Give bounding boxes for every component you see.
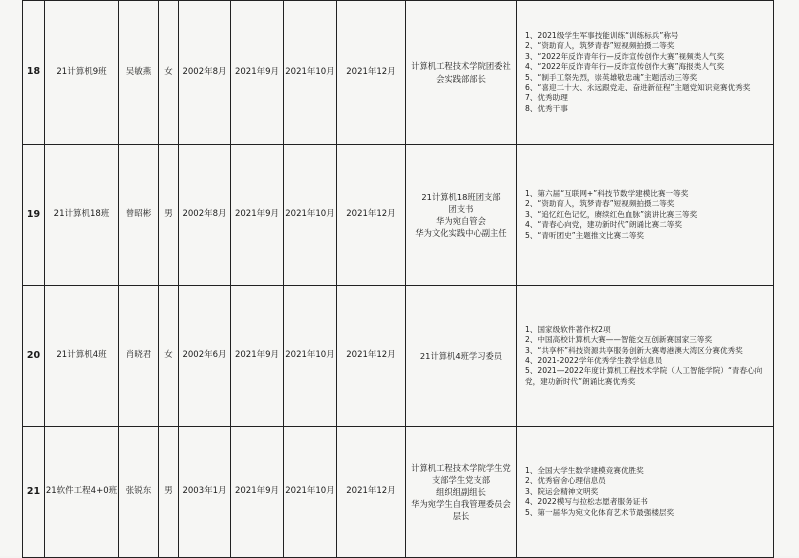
- award-item: 8、优秀干事: [525, 103, 568, 113]
- gender-cell: 女: [159, 1, 179, 145]
- league-join-date-cell: 2021年10月: [284, 286, 337, 427]
- birth-date-cell: 2002年8月: [179, 1, 231, 145]
- enrollment-date-cell: 2021年9月: [231, 145, 284, 286]
- position-line: 21计算机4班学习委员: [419, 350, 503, 361]
- award-item: 3、“共享杯”科技资源共享服务创新大赛粤港澳大湾区分赛优秀奖: [525, 345, 743, 355]
- birth-date-cell: 2002年6月: [179, 286, 231, 427]
- position-line: 组织组副组长: [436, 486, 486, 497]
- application-date-cell: 2021年12月: [337, 427, 406, 558]
- member-table: [22, 0, 774, 558]
- class-name-cell: 21计算机4班: [45, 286, 119, 427]
- positions-cell: [406, 145, 517, 286]
- award-item: 1、全国大学生数学建模竞赛优胜奖: [525, 465, 644, 475]
- table-row: [23, 286, 774, 427]
- awards-cell: [517, 1, 774, 145]
- row-number-cell: 19: [23, 145, 45, 286]
- award-item: 党，建功新时代”朗诵比赛优秀奖: [525, 376, 636, 386]
- award-item: 4、“青春心向党，建功新时代”朗诵比赛二等奖: [525, 220, 682, 230]
- award-item: 1、2021级学生军事技能训练“训练标兵”称号: [525, 30, 679, 40]
- award-item: 4、2021-2022学年优秀学生教学信息员: [525, 356, 663, 365]
- gender-cell: 男: [159, 145, 179, 286]
- position-line: 华为宛自管会: [436, 216, 486, 226]
- position-line: 团支书: [448, 203, 474, 214]
- birth-date-cell: 2003年1月: [179, 427, 231, 558]
- class-name-cell: 21计算机9班: [45, 1, 119, 145]
- table-row: [23, 1, 774, 145]
- award-item: 5、2021—2022年度计算机工程技术学院（人工智能学院）“青春心向: [525, 366, 763, 376]
- position-line: 21计算机18班团支部: [421, 191, 501, 202]
- row-number-cell: 18: [23, 1, 45, 145]
- position-line: 计算机工程技术学院学生党: [411, 462, 511, 473]
- table-row: [23, 427, 774, 558]
- position-line: 华为宛学生自我管理委员会: [411, 499, 511, 509]
- position-line: 计算机工程技术学院团委社: [411, 61, 511, 72]
- positions-cell: [406, 427, 517, 558]
- award-item: 2、中国高校计算机大赛——智能交互创新赛国家三等奖: [525, 335, 713, 345]
- award-item: 2、优秀宿舍心理信息员: [525, 476, 606, 486]
- class-name-cell: 21计算机18班: [45, 145, 119, 286]
- class-name-cell: 21软件工程4+0班: [45, 427, 119, 558]
- award-item: 5、“青听团史”主题推文比赛二等奖: [525, 230, 645, 240]
- award-item: 1、国家级软件著作权2项: [525, 324, 611, 334]
- award-item: 7、优秀助理: [525, 93, 568, 103]
- application-date-cell: 2021年12月: [337, 145, 406, 286]
- table-row: [23, 145, 774, 286]
- gender-cell: 男: [159, 427, 179, 558]
- league-join-date-cell: 2021年10月: [284, 1, 337, 145]
- award-item: 5、第一届华为宛文化体育艺术节最强楼层奖: [525, 507, 675, 517]
- award-item: 3、“追忆红色记忆，赓续红色血脉”演讲比赛三等奖: [525, 209, 698, 219]
- application-date-cell: 2021年12月: [337, 286, 406, 427]
- award-item: 3、院运会精神文明奖: [525, 486, 599, 496]
- row-number-cell: 20: [23, 286, 45, 427]
- student-name-cell: 吴敏燕: [119, 1, 159, 145]
- enrollment-date-cell: 2021年9月: [231, 427, 284, 558]
- positions-cell: [406, 1, 517, 145]
- student-name-cell: 肖晓君: [119, 286, 159, 427]
- award-item: 4、2022模写与拉松志愿者服务证书: [525, 497, 648, 507]
- position-line: 华为文化实践中心副主任: [415, 228, 507, 239]
- positions-cell: [406, 286, 517, 427]
- application-date-cell: 2021年12月: [337, 1, 406, 145]
- award-item: 1、第六届“互联网+”科技节数学建模比赛一等奖: [525, 188, 689, 198]
- enrollment-date-cell: 2021年9月: [231, 286, 284, 427]
- league-join-date-cell: 2021年10月: [284, 427, 337, 558]
- awards-cell: [517, 145, 774, 286]
- award-item: 6、“喜迎二十大、永远跟党走、奋进新征程”主题党知识竞赛优秀奖: [525, 82, 751, 92]
- award-item: 3、“2022年反诈青年行—反诈宣传创作大赛”视频类人气奖: [525, 51, 725, 61]
- position-line: 支部学生党支部: [431, 474, 491, 485]
- table-body: [23, 1, 774, 558]
- student-name-cell: 曾昭彬: [119, 145, 159, 286]
- award-item: 2、“资助育人，筑梦青春”短视频拍摄二等奖: [525, 199, 675, 209]
- row-number-cell: 21: [23, 427, 45, 558]
- awards-cell: [517, 427, 774, 558]
- awards-cell: [517, 286, 774, 427]
- gender-cell: 女: [159, 286, 179, 427]
- award-item: 2、“资助育人，筑梦青春”短视频拍摄二等奖: [525, 41, 675, 51]
- position-line: 层长: [452, 511, 470, 522]
- position-line: 会实践部部长: [436, 73, 486, 84]
- award-item: 4、“2022年反诈青年行—反诈宣传创作大赛”海报类人气奖: [525, 62, 725, 72]
- enrollment-date-cell: 2021年9月: [231, 1, 284, 145]
- award-item: 5、“制手工祭先烈，崇英雄敬忠魂”主题活动三等奖: [525, 72, 698, 82]
- student-name-cell: 张锐东: [119, 427, 159, 558]
- birth-date-cell: 2002年8月: [179, 145, 231, 286]
- league-join-date-cell: 2021年10月: [284, 145, 337, 286]
